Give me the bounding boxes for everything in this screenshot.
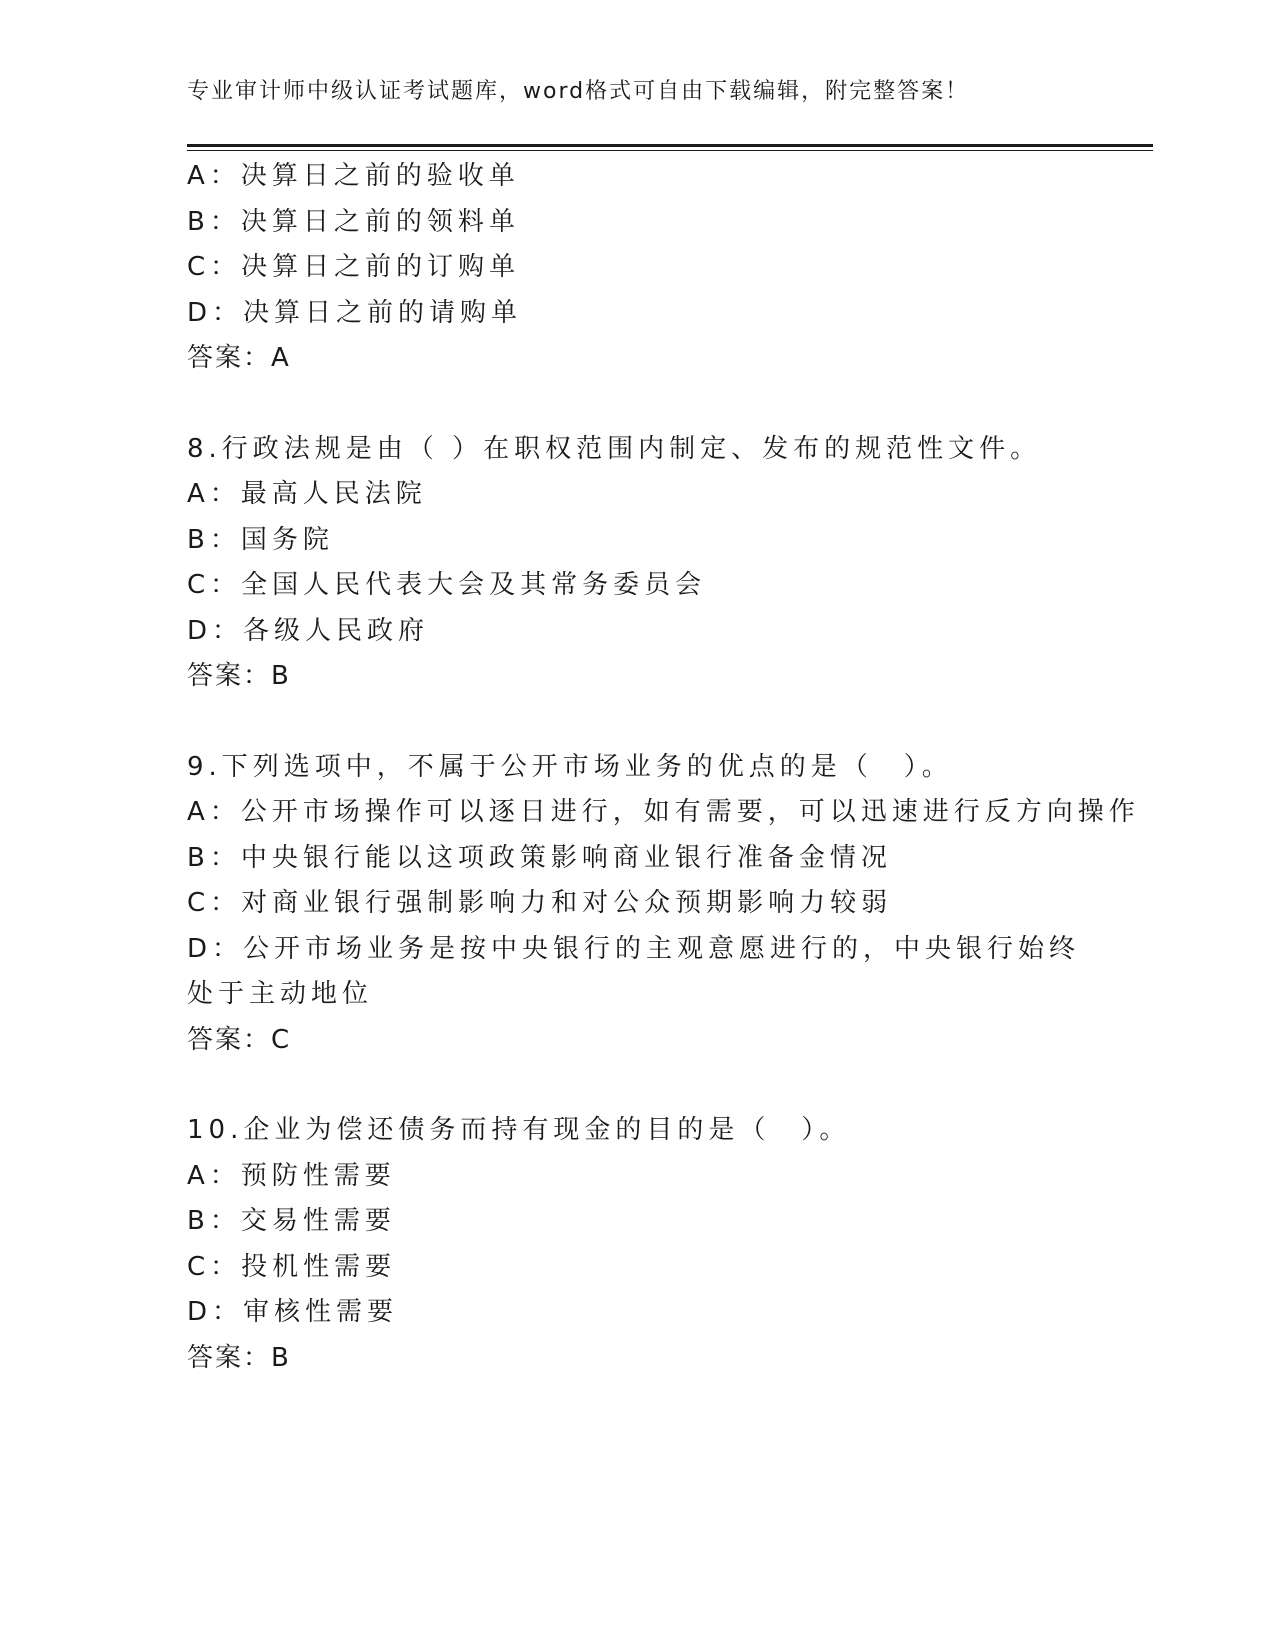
- page-header: 专业审计师中级认证考试题库，word格式可自由下载编辑，附完整答案！: [187, 79, 970, 104]
- answer-line: 答案：A: [187, 343, 291, 373]
- option-a: A：预防性需要: [187, 1160, 396, 1191]
- header-rule-thick: [187, 144, 1153, 147]
- answer-line: 答案：B: [187, 1342, 291, 1373]
- option-b: B：中央银行能以这项政策影响商业银行准备金情况: [187, 842, 892, 873]
- option-a: A：决算日之前的验收单: [187, 161, 520, 191]
- question-8: [187, 427, 1087, 700]
- spacer: [187, 1063, 1087, 1108]
- option-c: C：对商业银行强制影响力和对公众预期影响力较弱: [187, 888, 893, 918]
- question-10: [187, 1108, 1087, 1381]
- option-d: D：审核性需要: [187, 1297, 399, 1327]
- answer-line: 答案：B: [187, 661, 291, 691]
- option-d: D：决算日之前的请购单: [187, 297, 523, 328]
- option-b: B：交易性需要: [187, 1206, 396, 1236]
- question-stem: 9.下列选项中，不属于公开市场业务的优点的是（ ）。: [187, 751, 953, 782]
- option-b: B：国务院: [187, 524, 334, 555]
- header-rule-thin: [187, 150, 1153, 151]
- option-c: C：投机性需要: [187, 1251, 397, 1282]
- option-a: A：最高人民法院: [187, 479, 427, 509]
- option-d: D：各级人民政府: [187, 615, 430, 646]
- option-c: C：全国人民代表大会及其常务委员会: [187, 570, 707, 600]
- option-a: A：公开市场操作可以逐日进行，如有需要，可以迅速进行反方向操作: [187, 797, 1140, 827]
- spacer: [187, 700, 1087, 745]
- answer-line: 答案：C: [187, 1024, 292, 1055]
- question-7: [187, 154, 1087, 382]
- spacer: [187, 382, 1087, 427]
- question-list: [187, 154, 1140, 1381]
- question-stem: 10.企业为偿还债务而持有现金的目的是（ ）。: [187, 1115, 851, 1145]
- option-c: C：决算日之前的订购单: [187, 252, 521, 282]
- option-d: D：公开市场业务是按中央银行的主观意愿进行的，中央银行始终处于主动地位: [187, 933, 1081, 1009]
- option-b: B：决算日之前的领料单: [187, 206, 520, 237]
- question-9: [187, 745, 1140, 1064]
- question-stem: 8.行政法规是由（ ）在职权范围内制定、发布的规范性文件。: [187, 433, 1042, 464]
